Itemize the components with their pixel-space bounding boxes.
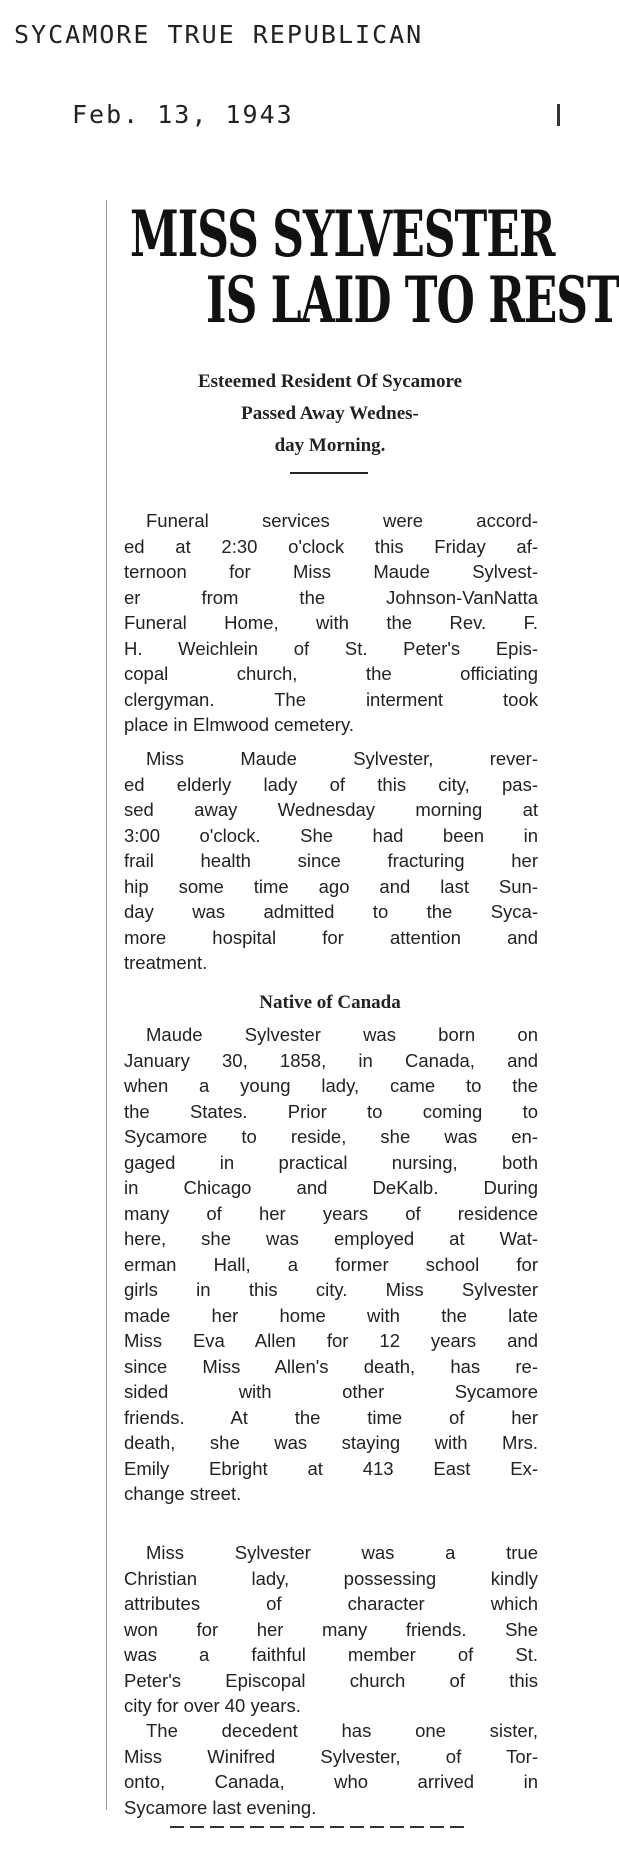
text-line: clergyman. The interment took [124,688,538,710]
headline-line-1: MISS SYLVESTER [130,198,555,272]
text-line: girls in this city. Miss Sylvester [124,1279,538,1300]
text-line: Funeral services were accord- [146,510,538,531]
text-line: day was admitted to the Syca- [124,901,538,922]
text-line: The decedent has one sister, [146,1720,538,1741]
text-line: Peter's Episcopal church of this [124,1669,538,1691]
deck-line-3: day Morning. [274,435,386,456]
text-line: sed away Wednesday morning at [124,799,538,820]
text-line: friends. At the time of her [124,1406,538,1428]
text-line: onto, Canada, who arrived in [124,1771,538,1792]
text-line: 3:00 o'clock. She had been in [124,824,538,846]
text-line: city for over 40 years. [124,1695,301,1716]
text-line: was a faithful member of St. [124,1644,538,1665]
text-line: many of her years of residence [124,1202,538,1224]
edge-mark [557,104,560,126]
date-label: Feb. 13, 1943 [72,100,294,129]
paragraph-survivors [124,1718,538,1820]
text-line: when a young lady, came to the [124,1075,538,1096]
text-line: Miss Eva Allen for 12 years and [124,1330,538,1351]
text-line: here, she was employed at Wat- [124,1228,538,1249]
text-line: change street. [124,1483,242,1504]
text-line: sided with other Sycamore [124,1381,538,1402]
text-line: Miss Maude Sylvester, rever- [146,748,538,769]
text-line: hip some time ago and last Sun- [124,875,538,897]
text-line: ed elderly lady of this city, pas- [124,773,538,795]
text-line: more hospital for attention and [124,926,538,948]
text-line: Christian lady, possessing kindly [124,1567,538,1589]
text-line: er from the Johnson-VanNatta [124,586,538,608]
text-line: copal church, the officiating [124,663,538,684]
text-line: attributes of character which [124,1593,538,1614]
text-line: frail health since fracturing her [124,850,538,871]
end-divider [170,1826,470,1828]
paragraph-character [124,1540,538,1719]
text-line: Sycamore last evening. [124,1796,317,1818]
text-line: death, she was staying with Mrs. [124,1432,538,1453]
text-line: Sycamore to reside, she was en- [124,1126,538,1147]
paragraph-biography [124,1022,538,1507]
text-line: treatment. [124,952,208,973]
text-line: Funeral Home, with the Rev. F. [124,612,538,633]
text-line: gaged in practical nursing, both [124,1151,538,1173]
text-line: H. Weichlein of St. Peter's Epis- [124,637,538,659]
deck-divider [290,472,368,474]
clipping-left-rule [106,200,107,1810]
text-line: ternoon for Miss Maude Sylvest- [124,561,538,582]
deck-line-1: Esteemed Resident Of Sycamore [197,371,462,392]
text-line: since Miss Allen's death, has re- [124,1355,538,1377]
paragraph-passing [124,746,538,976]
text-line: Miss Winifred Sylvester, of Tor- [124,1745,538,1767]
source-label: SYCAMORE TRUE REPUBLICAN [14,20,424,49]
text-line: January 30, 1858, in Canada, and [124,1049,538,1071]
text-line: Maude Sylvester was born on [146,1024,538,1045]
text-line: the States. Prior to coming to [124,1100,538,1122]
text-line: erman Hall, a former school for [124,1253,538,1275]
deck-line-2: Passed Away Wednes- [241,403,419,424]
subhead-native-of-canada: Native of Canada [259,992,401,1013]
text-line: Miss Sylvester was a true [146,1542,538,1563]
text-line: in Chicago and DeKalb. During [124,1177,538,1198]
text-line: made her home with the late [124,1304,538,1326]
text-line: won for her many friends. She [124,1618,538,1640]
text-line: ed at 2:30 o'clock this Friday af- [124,535,538,557]
paragraph-funeral [124,508,538,738]
text-line: Emily Ebright at 413 East Ex- [124,1457,538,1479]
text-line: place in Elmwood cemetery. [124,714,354,735]
headline-line-2: IS LAID TO REST [206,264,619,338]
